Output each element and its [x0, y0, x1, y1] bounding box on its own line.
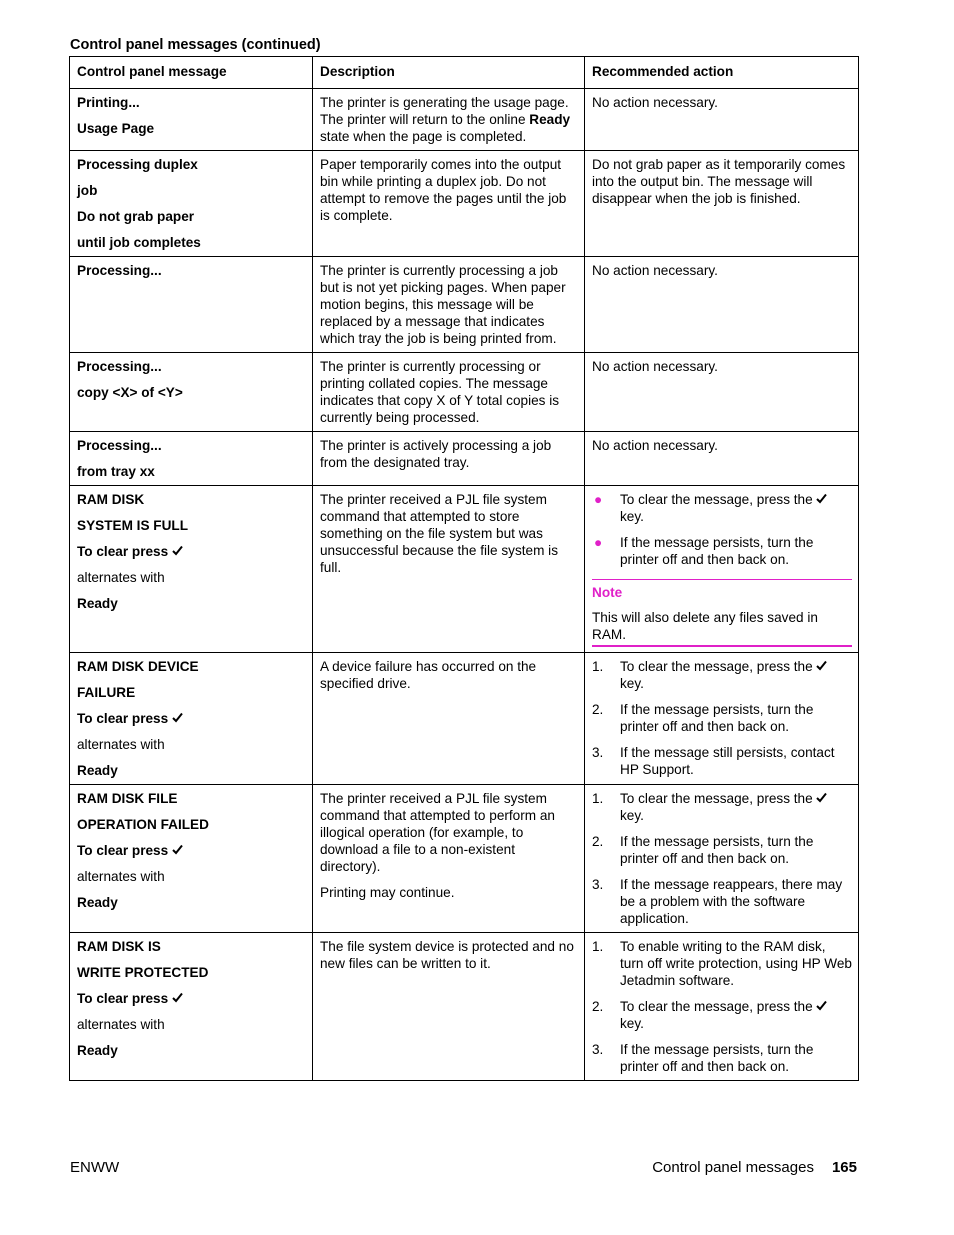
message-line: [77, 543, 306, 560]
action-text: No action necessary.: [592, 438, 718, 453]
checkmark-icon: [816, 491, 827, 508]
action-text: Do not grab paper as it temporarily comes into the output bin. The message will disappear when the job is finished.: [592, 157, 846, 206]
message-text: alternates with: [77, 570, 165, 585]
description-cell: [313, 353, 585, 432]
table-row: [70, 486, 859, 653]
item-number: 3.: [592, 745, 604, 760]
message-text: To clear press: [77, 711, 169, 726]
action-item-text: If the message persists, turn the printer off and then back on.: [620, 702, 814, 734]
checkmark-icon: [172, 710, 183, 727]
message-line: [77, 1016, 306, 1033]
action-item-text: To clear the message, press the: [620, 492, 813, 507]
action-item: [592, 790, 852, 824]
action-cell: [585, 151, 859, 257]
footer-left: ENWW: [70, 1159, 120, 1176]
action-item-text: To clear the message, press the: [620, 659, 813, 674]
description-text: The printer is generating the usage page. The printer will return to the online: [320, 95, 569, 127]
item-number: 3.: [592, 877, 604, 892]
action-item: [592, 744, 852, 778]
table-header-row: [70, 57, 859, 89]
description-cell: [313, 257, 585, 353]
message-line: [77, 736, 306, 753]
bullet-dot-icon: ●: [594, 535, 603, 550]
table-row: [70, 432, 859, 486]
description-cell: [313, 486, 585, 653]
item-number: 1.: [592, 659, 604, 674]
checkmark-icon: [816, 790, 827, 807]
message-line: [77, 964, 306, 981]
message-text: RAM DISK IS: [77, 939, 161, 954]
description-cell: [313, 653, 585, 785]
item-number: 3.: [592, 1042, 604, 1057]
message-text: Usage Page: [77, 121, 155, 136]
table-caption: Control panel messages (continued): [70, 37, 321, 53]
action-item-text: If the message persists, turn the printer off and then back on.: [620, 834, 814, 866]
header-message: Control panel message: [70, 57, 313, 89]
item-number: 2.: [592, 702, 604, 717]
message-line: [77, 262, 306, 279]
description-cell: [313, 151, 585, 257]
message-cell: [70, 653, 313, 785]
action-text: No action necessary.: [592, 359, 718, 374]
numbered-list: [592, 790, 852, 927]
message-line: [77, 234, 306, 251]
action-item: [592, 1041, 852, 1075]
message-text: RAM DISK DEVICE: [77, 659, 199, 674]
action-item: [592, 491, 852, 525]
description-paragraph: [320, 938, 578, 972]
action-cell: [585, 486, 859, 653]
action-cell: [585, 432, 859, 486]
description-text: Printing may continue.: [320, 885, 455, 900]
action-item: [592, 658, 852, 692]
item-number: 1.: [592, 791, 604, 806]
message-line: [77, 842, 306, 859]
numbered-list: [592, 938, 852, 1075]
message-line: [77, 816, 306, 833]
message-line: [77, 94, 306, 111]
description-paragraph: [320, 437, 578, 471]
action-item-text: To enable writing to the RAM disk, turn off write protection, using HP Web Jetadmin software.: [620, 939, 852, 988]
message-text: Processing...: [77, 359, 162, 374]
message-cell: [70, 933, 313, 1081]
message-text: Ready: [77, 895, 118, 910]
description-text: The printer received a PJL file system command that attempted to perform an illogical operation (for example, to download a file to a non-existent directory).: [320, 791, 555, 874]
message-text: To clear press: [77, 843, 169, 858]
action-item-text: If the message still persists, contact HP Support.: [620, 745, 835, 777]
description-paragraph: [320, 790, 578, 875]
message-cell: [70, 257, 313, 353]
note-box: [592, 579, 852, 647]
action-item-text: If the message persists, turn the printer off and then back on.: [620, 1042, 814, 1074]
action-item: [592, 938, 852, 989]
message-line: [77, 182, 306, 199]
message-line: [77, 120, 306, 137]
description-paragraph: [320, 491, 578, 576]
action-cell: [585, 353, 859, 432]
message-line: [77, 358, 306, 375]
message-cell: [70, 486, 313, 653]
description-paragraph: [320, 94, 578, 145]
note-title: Note: [592, 585, 623, 600]
action-cell: [585, 785, 859, 933]
description-cell: [313, 89, 585, 151]
message-text: job: [77, 183, 98, 198]
message-text: copy <X> of <Y>: [77, 385, 183, 400]
action-item-after: key.: [620, 1016, 644, 1031]
message-line: [77, 938, 306, 955]
message-text: Ready: [77, 763, 118, 778]
action-item-after: key.: [620, 509, 644, 524]
bullet-dot-icon: ●: [594, 492, 603, 507]
checkmark-icon: [816, 998, 827, 1015]
message-text: Processing...: [77, 438, 162, 453]
action-item-text: To clear the message, press the: [620, 999, 813, 1014]
table-row: [70, 353, 859, 432]
item-number: 2.: [592, 834, 604, 849]
message-text: SYSTEM IS FULL: [77, 518, 189, 533]
message-line: [77, 762, 306, 779]
action-text: No action necessary.: [592, 263, 718, 278]
message-text: To clear press: [77, 544, 169, 559]
message-line: [77, 491, 306, 508]
message-text: RAM DISK FILE: [77, 791, 178, 806]
note-text: This will also delete any files saved in RAM.: [592, 610, 818, 642]
table-body: [70, 89, 859, 1081]
table-row: [70, 151, 859, 257]
message-line: [77, 384, 306, 401]
message-text: alternates with: [77, 1017, 165, 1032]
message-line: [77, 517, 306, 534]
message-line: [77, 894, 306, 911]
bullet-list: [592, 491, 852, 568]
message-cell: [70, 785, 313, 933]
description-paragraph: [320, 156, 578, 224]
message-line: [77, 569, 306, 586]
message-line: [77, 868, 306, 885]
description-cell: [313, 933, 585, 1081]
action-item-after: key.: [620, 676, 644, 691]
description-paragraph: [320, 262, 578, 347]
action-item-text: If the message persists, turn the printer off and then back on.: [620, 535, 814, 567]
message-text: Processing...: [77, 263, 162, 278]
message-line: [77, 1042, 306, 1059]
footer-section: Control panel messages: [652, 1159, 814, 1176]
message-line: [77, 790, 306, 807]
description-cell: [313, 432, 585, 486]
page-number: 165: [831, 1159, 857, 1176]
item-number: 2.: [592, 999, 604, 1014]
message-line: [77, 437, 306, 454]
message-line: [77, 595, 306, 612]
description-text: state when the page is completed.: [320, 129, 527, 144]
message-text: until job completes: [77, 235, 201, 250]
message-line: [77, 684, 306, 701]
message-text: Ready: [77, 1043, 118, 1058]
description-text: The printer is actively processing a job from the designated tray.: [320, 438, 552, 470]
description-text: The printer is currently processing or printing collated copies. The message indicates that copy X of Y total copies is currently being processed.: [320, 359, 560, 425]
message-text: Do not grab paper: [77, 209, 195, 224]
message-cell: [70, 353, 313, 432]
message-text: alternates with: [77, 869, 165, 884]
table-row: [70, 785, 859, 933]
message-line: [77, 463, 306, 480]
action-cell: [585, 933, 859, 1081]
description-text: The printer is currently processing a job but is not yet picking pages. When paper motion begins, this message will be replaced by a message that indicates which tray the job is being printed from.: [320, 263, 566, 346]
header-action: Recommended action: [585, 57, 859, 89]
checkmark-icon: [172, 543, 183, 560]
checkmark-icon: [172, 842, 183, 859]
checkmark-icon: [172, 990, 183, 1007]
message-cell: [70, 151, 313, 257]
message-text: OPERATION FAILED: [77, 817, 209, 832]
header-description: Description: [313, 57, 585, 89]
table-row: [70, 933, 859, 1081]
action-item-text: To clear the message, press the: [620, 791, 813, 806]
message-text: WRITE PROTECTED: [77, 965, 209, 980]
description-paragraph: [320, 658, 578, 692]
message-text: alternates with: [77, 737, 165, 752]
message-text: RAM DISK: [77, 492, 145, 507]
description-paragraph: [320, 358, 578, 426]
message-text: from tray xx: [77, 464, 155, 479]
message-cell: [70, 432, 313, 486]
action-item-text: If the message reappears, there may be a problem with the software application.: [620, 877, 843, 926]
message-text: To clear press: [77, 991, 169, 1006]
action-item: [592, 534, 852, 568]
message-text: Printing...: [77, 95, 140, 110]
action-text: No action necessary.: [592, 95, 718, 110]
action-item: [592, 876, 852, 927]
message-line: [77, 710, 306, 727]
message-line: [77, 156, 306, 173]
table-row: [70, 89, 859, 151]
control-panel-messages-table: [69, 56, 859, 1081]
action-cell: [585, 653, 859, 785]
description-text: Paper temporarily comes into the output bin while printing a duplex job. Do not attempt to remove the pages until the job is complete.: [320, 157, 567, 223]
action-cell: [585, 89, 859, 151]
description-text: The printer received a PJL file system command that attempted to store something on the file system but was unsuccessful because the file system is full.: [320, 492, 559, 575]
table-row: [70, 653, 859, 785]
item-number: 1.: [592, 939, 604, 954]
description-cell: [313, 785, 585, 933]
message-line: [77, 658, 306, 675]
message-cell: [70, 89, 313, 151]
message-line: [77, 208, 306, 225]
table-row: [70, 257, 859, 353]
message-text: Ready: [77, 596, 118, 611]
action-item-after: key.: [620, 808, 644, 823]
description-text: The file system device is protected and no new files can be written to it.: [320, 939, 574, 971]
message-text: FAILURE: [77, 685, 136, 700]
footer-right: [652, 1159, 857, 1176]
message-line: [77, 990, 306, 1007]
description-paragraph: [320, 884, 578, 901]
description-text: Ready: [529, 112, 571, 127]
description-text: A device failure has occurred on the specified drive.: [320, 659, 537, 691]
action-cell: [585, 257, 859, 353]
message-text: Processing duplex: [77, 157, 198, 172]
numbered-list: [592, 658, 852, 778]
action-item: [592, 833, 852, 867]
checkmark-icon: [816, 658, 827, 675]
action-item: [592, 998, 852, 1032]
action-item: [592, 701, 852, 735]
